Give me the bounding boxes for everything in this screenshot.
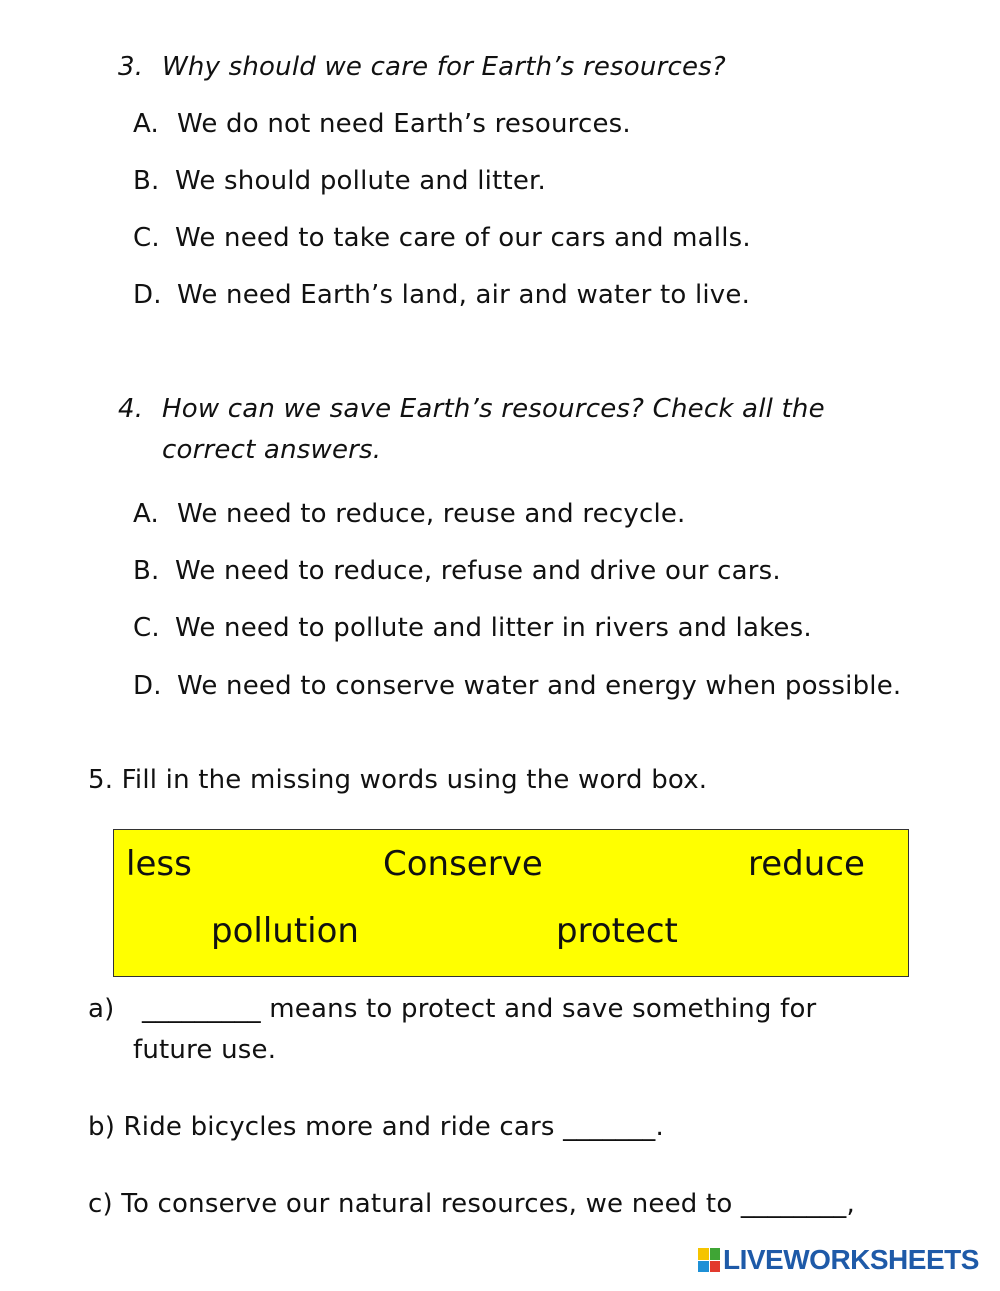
option-letter: C. [133,613,160,643]
word-box-word: pollution [211,911,359,951]
fill-item-b[interactable]: b) Ride bicycles more and ride cars _______. [88,1112,664,1142]
q4-option-c[interactable] [133,611,812,645]
option-text: We need Earth’s land, air and water to live. [177,280,751,310]
word-box-word: protect [556,911,678,951]
question-4-line2: correct answers. [162,435,382,465]
option-text: We do not need Earth’s resources. [177,109,631,139]
q3-option-a[interactable] [133,107,631,141]
fill-item-a [88,992,816,1026]
option-letter: C. [133,223,160,253]
question-number: 3. [118,52,144,82]
question-number: 4. [118,394,144,424]
fill-item-a-line2: future use. [133,1035,277,1065]
question-5-instruction: 5. Fill in the missing words using the word box. [88,765,708,795]
option-letter: A. [133,109,159,139]
item-text: means to protect and save something for [269,994,817,1024]
q4-option-b[interactable] [133,554,781,588]
option-text: We need to take care of our cars and malls. [175,223,751,253]
q3-option-c[interactable] [133,221,751,255]
q4-option-d[interactable] [133,669,901,703]
option-letter: B. [133,166,160,196]
option-letter: B. [133,556,160,586]
word-box-word: Conserve [383,844,543,884]
question-text-line1: How can we save Earth’s resources? Check all the [162,394,825,424]
option-text: We need to reduce, reuse and recycle. [177,499,686,529]
question-3 [118,50,726,84]
question-4 [118,392,825,426]
word-box-word: less [126,844,192,884]
q3-option-b[interactable] [133,164,546,198]
option-text: We need to conserve water and energy when possible. [177,671,902,701]
option-text: We should pollute and litter. [175,166,547,196]
liveworksheets-logo-icon [698,1248,720,1272]
option-text: We need to reduce, refuse and drive our cars. [175,556,781,586]
q4-option-a[interactable] [133,497,686,531]
q3-option-d[interactable] [133,278,750,312]
option-letter: D. [133,280,162,310]
word-box-word: reduce [748,844,865,884]
answer-blank[interactable]: _________ [142,994,261,1024]
liveworksheets-logo [698,1245,979,1275]
word-box [113,829,909,977]
option-letter: A. [133,499,159,529]
logo-text: LIVEWORKSHEETS [723,1244,979,1275]
option-text: We need to pollute and litter in rivers and lakes. [175,613,812,643]
item-marker: a) [88,994,115,1024]
question-text: Why should we care for Earth’s resources? [162,52,726,82]
option-letter: D. [133,671,162,701]
fill-item-c[interactable]: c) To conserve our natural resources, we need to ________, [88,1189,855,1219]
